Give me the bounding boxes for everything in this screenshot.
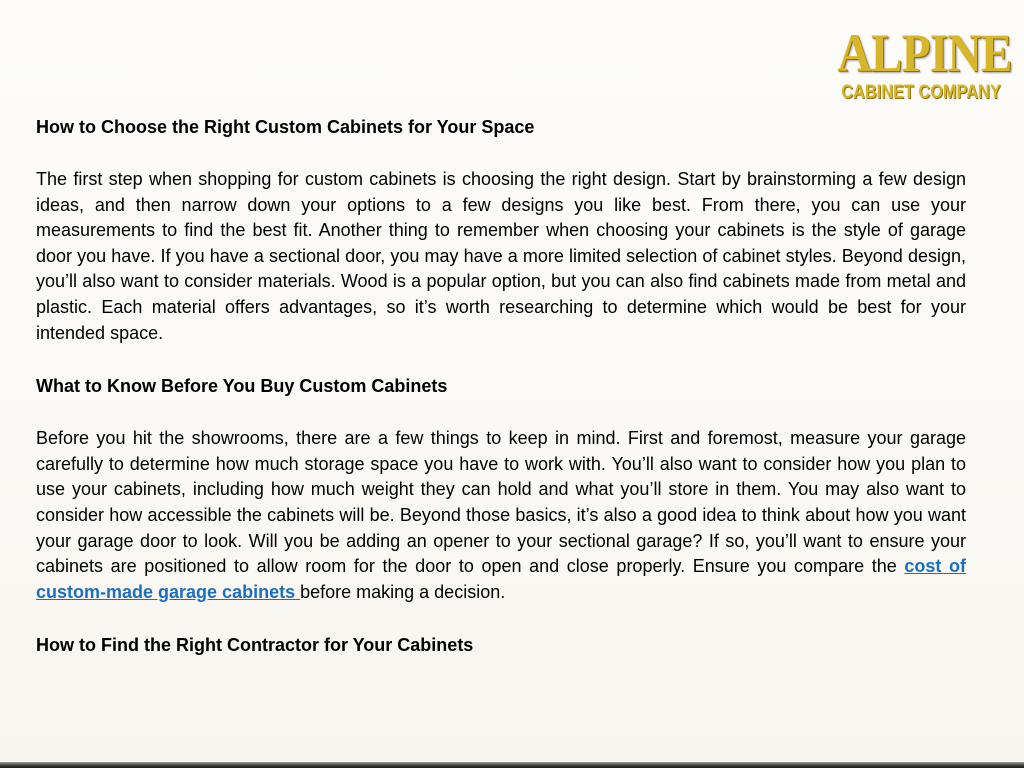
logo-sub-text: CABINET COMPANY [841,82,1001,103]
paragraph-before-you-buy-tail: before making a decision. [300,581,506,602]
section-heading-before-you-buy: What to Know Before You Buy Custom Cabinets [36,376,448,397]
bottom-divider [0,762,1024,768]
article-content [36,114,966,658]
paragraph-choose-cabinets: The first step when shopping for custom cabinets is choosing the right design. Start by brainstorming a few design ideas, and then narrow down your options to a few designs you like best. From there, you can use your measurements to find the best fit. Another thing to remember when choosing your cabinets is the style of garage door you have. If you have a sectional door, you may have a more limited selection of cabinet styles. Beyond design, you’ll also want to consider materials. Wood is a popular option, but you can also find cabinets made from metal and plastic. Each material offers advantages, so it’s worth researching to determine which would be best for your intended space. [36,169,966,343]
section-heading-find-contractor: How to Find the Right Contractor for Your Cabinets [36,635,474,656]
logo-main-text: ALPINE [837,23,1012,83]
section-heading-choose-cabinets: How to Choose the Right Custom Cabinets for Your Space [36,117,535,137]
paragraph-before-you-buy-text: Before you hit the showrooms, there are a few things to keep in mind. First and foremost, measure your garage carefully to determine how much storage space you have to work with. You’ll also want to consider how you plan to use your cabinets, including how much weight they can hold and what you’ll store in them. You may also want to consider how accessible the cabinets will be. Beyond those basics, it’s also a good idea to think about how you want your garage door to look. Will you be adding an opener to your sectional garage? If so, you’ll want to ensure your cabinets are positioned to allow room for the door to open and close properly. Ensure you compare the [36,428,966,577]
alpine-cabinet-company-logo [826,24,1016,114]
cost-of-garage-cabinets-link[interactable]: cost of custom-made garage cabinets [36,556,966,602]
paragraph-before-you-buy [36,426,966,605]
